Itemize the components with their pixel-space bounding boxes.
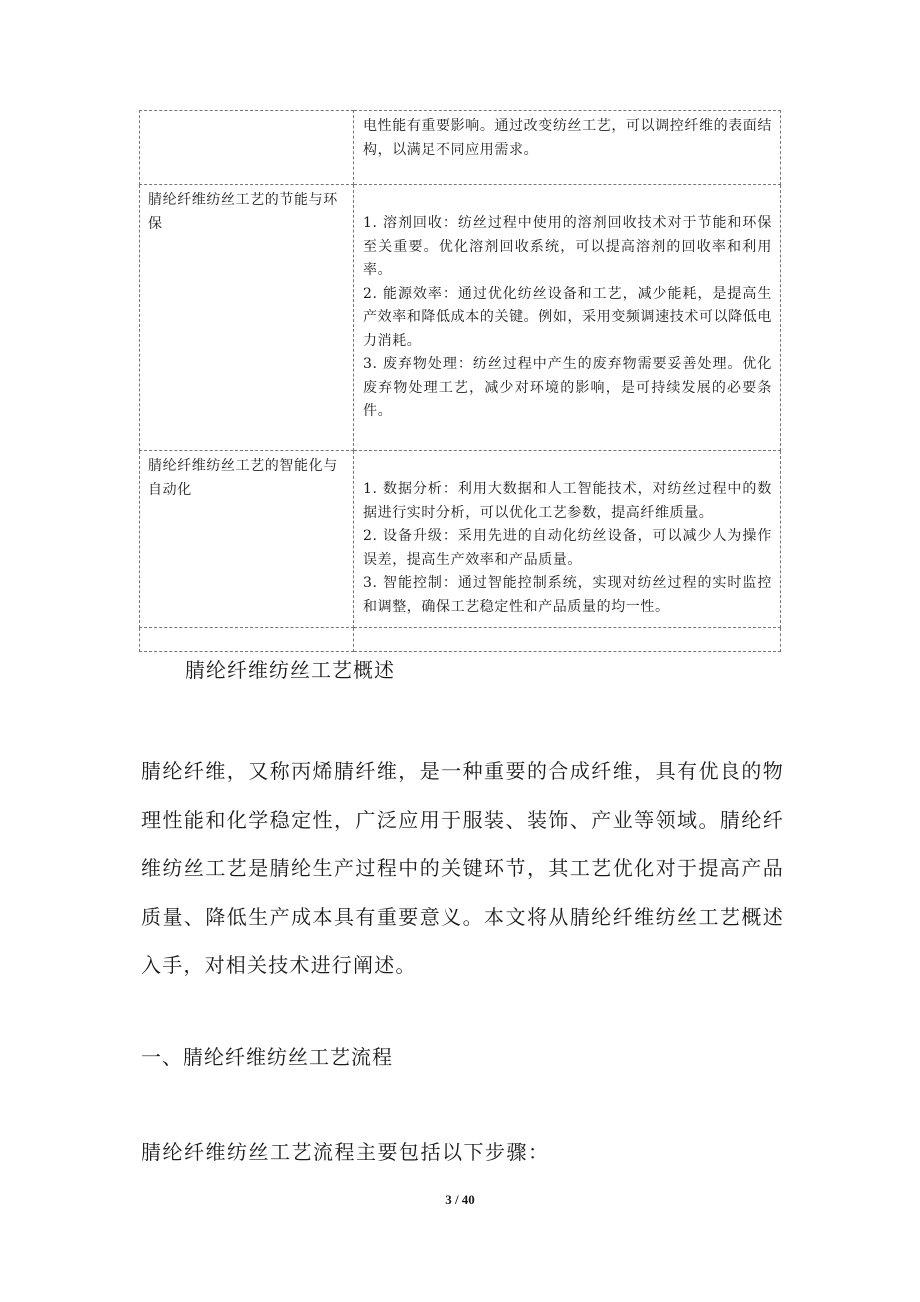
content-table (139, 110, 781, 652)
row-topic: 腈纶纤维纺丝工艺的智能化与自动化 (148, 458, 338, 498)
row-topic (140, 628, 353, 632)
row-detail (354, 451, 780, 627)
body-paragraph: 腈纶纤维，又称丙烯腈纤维，是一种重要的合成纤维，具有优良的物理性能和化学稳定性，广泛应用于服装、装饰、产业等领域。腈纶纤维纺丝工艺是腈纶生产过程中的关键环节，其工艺优化对于提高产品质量、降低生产成本具有重要意义。本文将从腈纶纤维纺丝工艺概述入手，对相关技术进行阐述。 (141, 759, 784, 977)
section-caption: 腈纶纤维纺丝工艺概述 (185, 658, 395, 682)
table-row (140, 111, 781, 185)
list-item: 3. 废弃物处理：纺丝过程中产生的废弃物需要妥善处理。优化废弃物处理工艺，减少对环境的影响，是可持续发展的必要条件。 (363, 356, 772, 419)
table-cell-left (140, 628, 354, 652)
table-cell-left (140, 451, 354, 628)
table-cell-right (354, 628, 781, 652)
section-heading: 一、腈纶纤维纺丝工艺流程 (141, 1045, 393, 1069)
row-detail: 电性能有重要影响。通过改变纺丝工艺，可以调控纤维的表面结构，以满足不同应用需求。 (363, 118, 772, 158)
table-cell-right (354, 111, 781, 185)
section-intro: 腈纶纤维纺丝工艺流程主要包括以下步骤： (141, 1140, 550, 1164)
table-cell-right (354, 451, 781, 628)
table-cell-left (140, 185, 354, 451)
table-row (140, 185, 781, 451)
row-topic: 腈纶纤维纺丝工艺的节能与环保 (148, 192, 338, 232)
list-item: 3. 智能控制：通过智能控制系统，实现对纺丝过程的实时监控和调整，确保工艺稳定性和产品质量的均一性。 (363, 575, 772, 615)
list-item: 2. 设备升级：采用先进的自动化纺丝设备，可以减少人为操作误差，提高生产效率和产品质量。 (363, 528, 772, 568)
row-topic (140, 111, 353, 115)
table-row (140, 628, 781, 652)
table-cell-right (354, 185, 781, 451)
row-detail (354, 628, 780, 640)
row-detail (354, 185, 780, 432)
list-item: 2. 能源效率：通过优化纺丝设备和工艺，减少能耗，是提高生产效率和降低成本的关键。例如，采用变频调速技术可以降低电力消耗。 (363, 285, 772, 349)
list-item: 1. 数据分析：利用大数据和人工智能技术，对纺丝过程中的数据进行实时分析，可以优化工艺参数，提高纤维质量。 (363, 481, 772, 521)
page-number: 3 / 40 (445, 1192, 475, 1207)
table-row (140, 451, 781, 628)
list-item: 1. 溶剂回收：纺丝过程中使用的溶剂回收技术对于节能和环保至关重要。优化溶剂回收系统，可以提高溶剂的回收率和利用率。 (363, 215, 772, 278)
table-cell-left (140, 111, 354, 185)
